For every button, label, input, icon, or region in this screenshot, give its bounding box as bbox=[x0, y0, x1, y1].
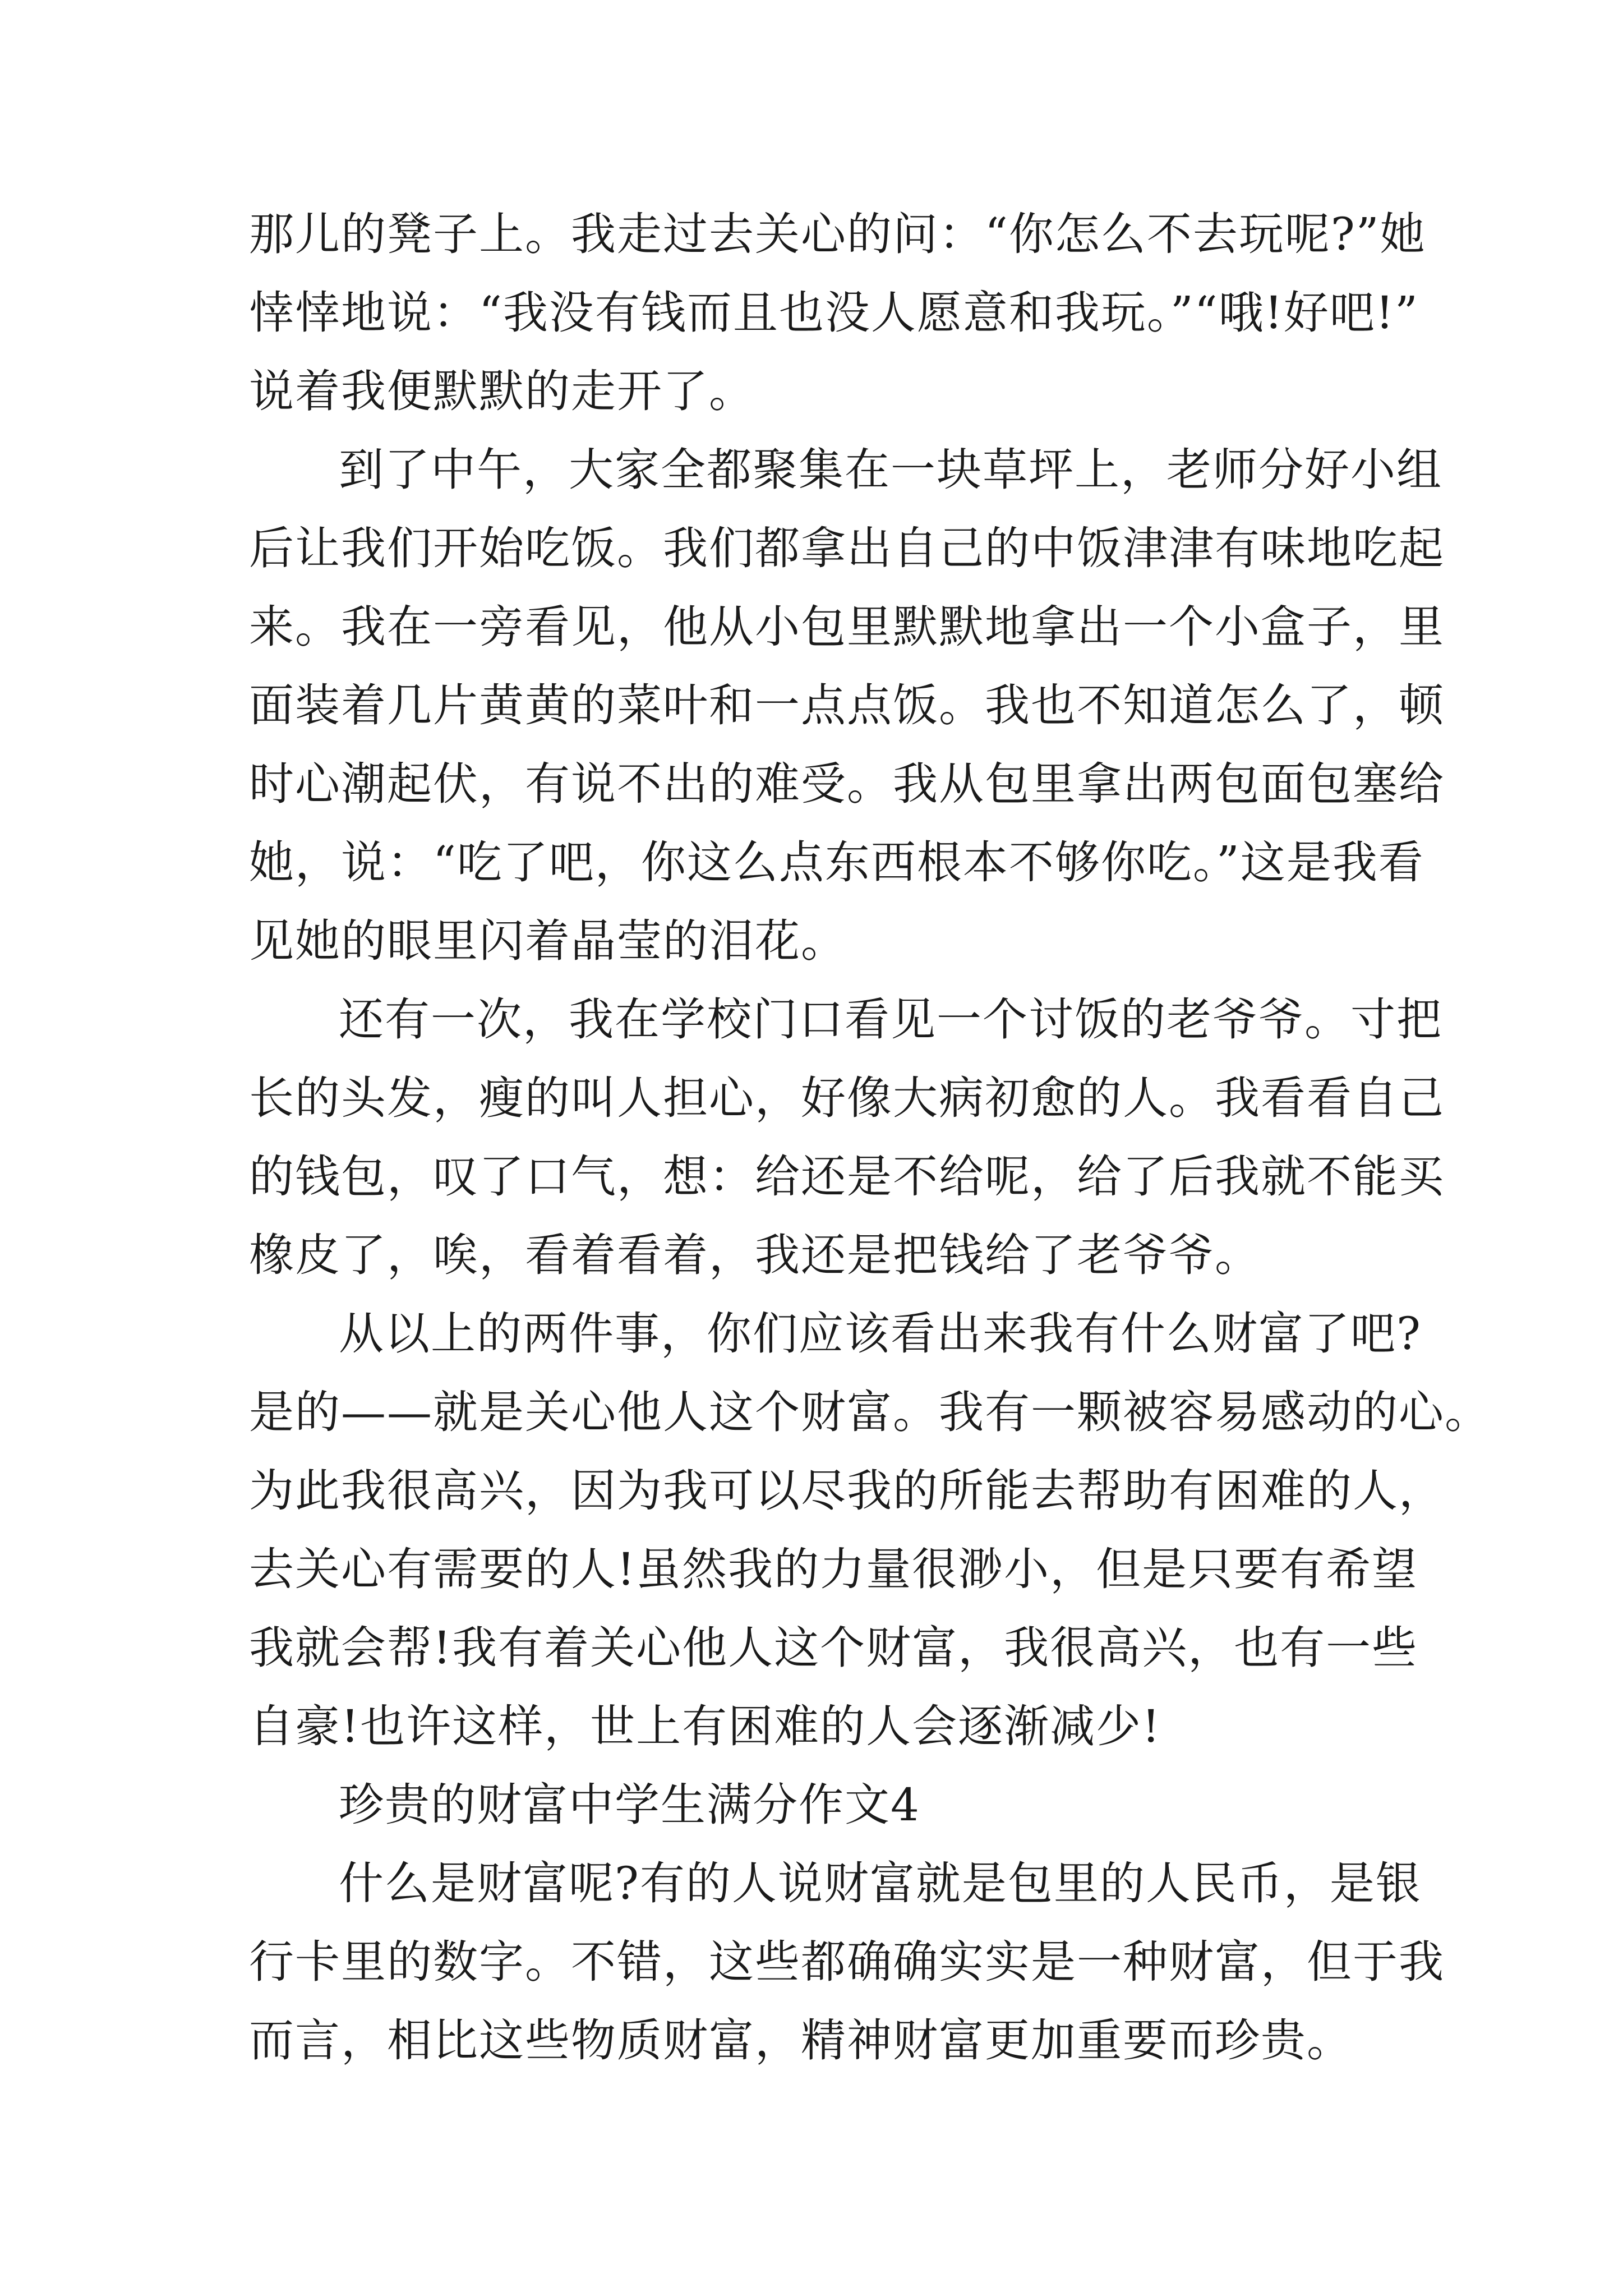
text-line: 自豪!也许这样，世上有困难的人会逐渐减少! bbox=[249, 1700, 1161, 1752]
text-line: 什么是财富呢?有的人说财富就是包里的人民币，是银 bbox=[339, 1857, 1422, 1910]
paragraph-1 bbox=[249, 195, 1426, 431]
text-line: 来。我在一旁看见，他从小包里默默地拿出一个小盒子，里 bbox=[249, 601, 1445, 653]
text-line: 长的头发，瘦的叫人担心，好像大病初愈的人。我看看自己 bbox=[249, 1072, 1445, 1124]
text-line: 从以上的两件事，你们应该看出来我有什么财富了吧? bbox=[339, 1308, 1422, 1360]
paragraph-2 bbox=[249, 431, 1445, 981]
text-line: 是的——就是关心他人这个财富。我有一颗被容易感动的心。 bbox=[249, 1386, 1491, 1438]
text-line: 那儿的凳子上。我走过去关心的问：“你怎么不去玩呢?”她 bbox=[249, 208, 1426, 260]
text-line: 后让我们开始吃饭。我们都拿出自己的中饭津津有味地吃起 bbox=[249, 522, 1445, 574]
text-line: 为此我很高兴，因为我可以尽我的所能去帮助有困难的人， bbox=[249, 1465, 1445, 1517]
document-body bbox=[249, 195, 1491, 2080]
text-line: 还有一次，我在学校门口看见一个讨饭的老爷爷。寸把 bbox=[339, 993, 1442, 1046]
text-line: 面装着几片黄黄的菜叶和一点点饭。我也不知道怎么了，顿 bbox=[249, 679, 1445, 731]
paragraph-3 bbox=[249, 981, 1445, 1295]
text-line: 时心潮起伏，有说不出的难受。我从包里拿出两包面包塞给 bbox=[249, 758, 1445, 810]
text-line: 去关心有需要的人!虽然我的力量很渺小，但是只要有希望 bbox=[249, 1543, 1418, 1595]
text-line: 行卡里的数字。不错，这些都确确实实是一种财富，但于我 bbox=[249, 1936, 1445, 1988]
text-line: 的钱包，叹了口气，想：给还是不给呢，给了后我就不能买 bbox=[249, 1151, 1445, 1203]
text-line: 到了中午，大家全都聚集在一块草坪上，老师分好小组 bbox=[339, 444, 1442, 496]
text-line: 见她的眼里闪着晶莹的泪花。 bbox=[249, 915, 847, 967]
paragraph-4 bbox=[249, 1295, 1491, 1766]
text-line: 她，说：“吃了吧，你这么点东西根本不够你吃。”这是我看 bbox=[249, 836, 1424, 889]
text-line: 悻悻地说：“我没有钱而且也没人愿意和我玩。”“哦!好吧!” bbox=[249, 287, 1419, 339]
paragraph-5 bbox=[249, 1844, 1445, 2080]
section-heading: 珍贵的财富中学生满分作文4 bbox=[339, 1779, 920, 1831]
text-line: 橡皮了，唉，看着看着，我还是把钱给了老爷爷。 bbox=[249, 1229, 1261, 1281]
text-line: 我就会帮!我有着关心他人这个财富，我很高兴，也有一些 bbox=[249, 1622, 1418, 1674]
text-line: 说着我便默默的走开了。 bbox=[249, 365, 755, 417]
text-line: 而言，相比这些物质财富，精神财富更加重要而珍贵。 bbox=[249, 2014, 1353, 2067]
